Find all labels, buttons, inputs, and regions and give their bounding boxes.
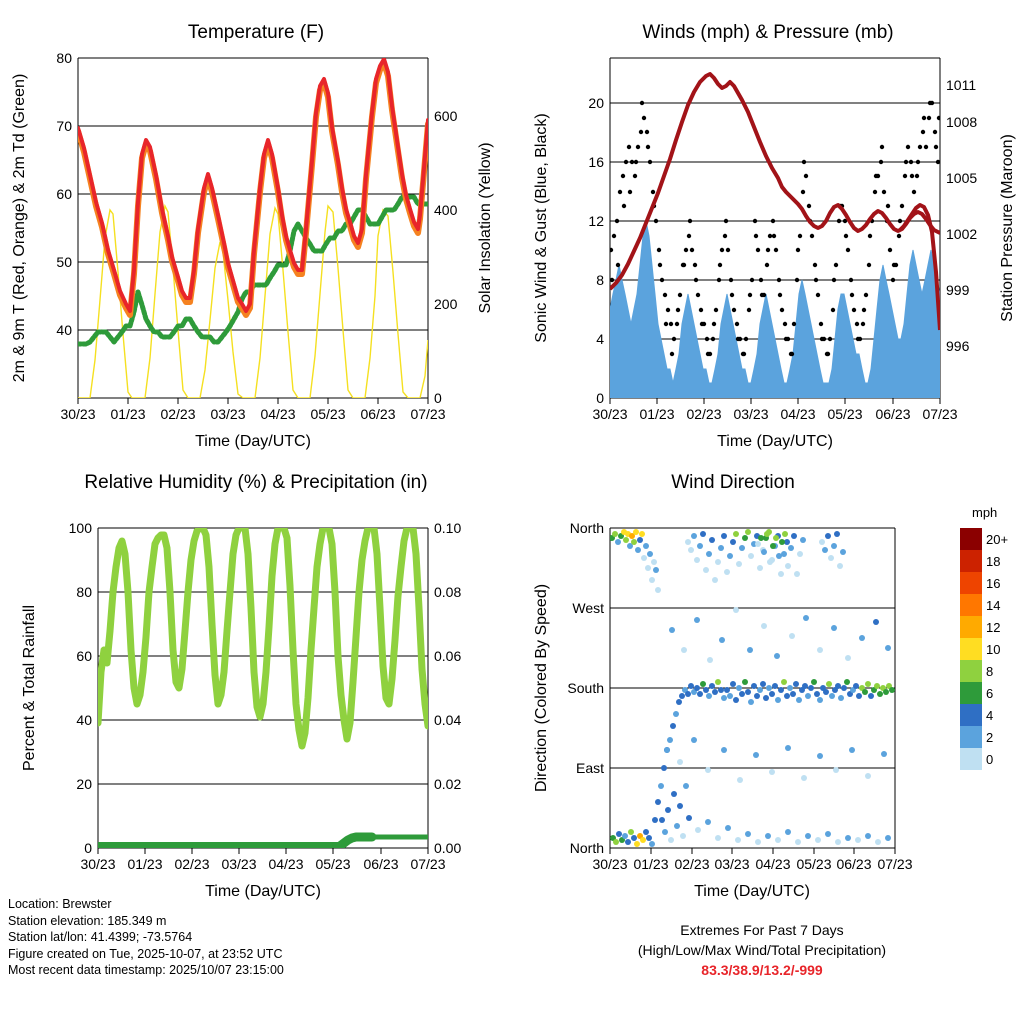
- svg-text:07/23: 07/23: [410, 856, 446, 872]
- svg-text:0.04: 0.04: [434, 712, 462, 728]
- svg-text:06/23: 06/23: [363, 856, 399, 872]
- svg-text:70: 70: [56, 118, 72, 134]
- svg-text:60: 60: [76, 648, 92, 664]
- info-recent-timestamp: Most recent data timestamp: 2025/10/07 23:15:00: [8, 963, 284, 977]
- svg-text:4: 4: [986, 708, 994, 723]
- svg-text:03/23: 03/23: [714, 856, 750, 872]
- svg-text:0.02: 0.02: [434, 776, 462, 792]
- winds-ylabel-left: Sonic Wind & Gust (Blue, Black): [533, 113, 550, 343]
- svg-text:10: 10: [986, 642, 1001, 657]
- winds-ylabel-right: Station Pressure (Maroon): [999, 134, 1016, 322]
- svg-text:50: 50: [56, 254, 72, 270]
- svg-text:05/23: 05/23: [796, 856, 832, 872]
- svg-text:400: 400: [434, 202, 458, 218]
- temperature-chart: [0, 0, 512, 450]
- svg-text:03/23: 03/23: [733, 406, 769, 422]
- svg-text:80: 80: [76, 584, 92, 600]
- svg-text:06/23: 06/23: [875, 406, 911, 422]
- svg-text:20+: 20+: [986, 532, 1009, 547]
- panel-wind-direction-title: Wind Direction: [671, 472, 795, 493]
- svg-text:8: 8: [986, 664, 994, 679]
- svg-text:30/23: 30/23: [80, 856, 116, 872]
- svg-text:05/23: 05/23: [310, 406, 346, 422]
- extremes-value: 83.3/38.9/13.2/-999: [701, 962, 823, 978]
- svg-text:0.10: 0.10: [434, 520, 462, 536]
- temperature-xlabel: Time (Day/UTC): [195, 433, 311, 450]
- winddir-ylabel: Direction (Colored By Speed): [533, 583, 550, 793]
- svg-text:999: 999: [946, 282, 970, 298]
- svg-text:100: 100: [68, 520, 92, 536]
- svg-text:04/23: 04/23: [780, 406, 816, 422]
- svg-text:8: 8: [596, 272, 604, 288]
- svg-text:0.00: 0.00: [434, 840, 462, 856]
- svg-text:06/23: 06/23: [360, 406, 396, 422]
- svg-text:07/23: 07/23: [922, 406, 958, 422]
- svg-text:East: East: [575, 760, 604, 776]
- panel-humidity: [0, 450, 512, 900]
- svg-text:12: 12: [588, 213, 604, 229]
- extremes-subheading: (High/Low/Max Wind/Total Precipitation): [637, 942, 887, 958]
- extremes-heading: Extremes For Past 7 Days: [680, 922, 844, 938]
- svg-text:80: 80: [56, 50, 72, 66]
- panel-temperature: [0, 0, 512, 450]
- svg-text:1005: 1005: [946, 170, 978, 186]
- svg-text:01/23: 01/23: [127, 856, 163, 872]
- winds-xlabel: Time (Day/UTC): [717, 433, 833, 450]
- svg-text:0: 0: [596, 390, 604, 406]
- svg-text:0: 0: [434, 390, 442, 406]
- winds-chart: [512, 0, 1024, 450]
- station-info: [8, 896, 284, 979]
- humidity-chart: [0, 450, 512, 900]
- svg-text:04/23: 04/23: [268, 856, 304, 872]
- svg-text:600: 600: [434, 108, 458, 124]
- info-elevation: Station elevation: 185.349 m: [8, 913, 167, 928]
- wind-speed-colorbar: [960, 505, 1008, 770]
- svg-text:0: 0: [986, 752, 994, 767]
- svg-text:20: 20: [76, 776, 92, 792]
- svg-text:02/23: 02/23: [160, 406, 196, 422]
- svg-text:05/23: 05/23: [827, 406, 863, 422]
- svg-text:mph: mph: [972, 505, 998, 520]
- svg-text:16: 16: [986, 576, 1001, 591]
- svg-text:07/23: 07/23: [410, 406, 446, 422]
- svg-text:04/23: 04/23: [260, 406, 296, 422]
- panel-winds-title: Winds (mph) & Pressure (mb): [642, 22, 894, 43]
- svg-text:07/23: 07/23: [877, 856, 913, 872]
- svg-text:North: North: [569, 520, 604, 536]
- svg-text:2: 2: [986, 730, 994, 745]
- temperature-ylabel-right: Solar Insolation (Yellow): [477, 142, 494, 314]
- svg-text:04/23: 04/23: [755, 856, 791, 872]
- svg-text:996: 996: [946, 338, 970, 354]
- svg-text:60: 60: [56, 186, 72, 202]
- panel-temperature-title: Temperature (F): [187, 22, 325, 43]
- svg-text:30/23: 30/23: [592, 856, 628, 872]
- svg-text:02/23: 02/23: [174, 856, 210, 872]
- svg-text:4: 4: [596, 331, 604, 347]
- svg-text:200: 200: [434, 296, 458, 312]
- info-location: Location: Brewster: [8, 897, 112, 911]
- svg-text:1002: 1002: [946, 226, 978, 242]
- info-figure-created: Figure created on Tue, 2025-10-07, at 23:52 UTC: [8, 946, 283, 961]
- svg-text:02/23: 02/23: [674, 856, 710, 872]
- svg-text:0: 0: [84, 840, 92, 856]
- svg-text:0.08: 0.08: [434, 584, 462, 600]
- panel-wind-direction: [512, 450, 1024, 900]
- panel-humidity-title: Relative Humidity (%) & Precipitation (in): [84, 472, 428, 493]
- svg-text:30/23: 30/23: [592, 406, 628, 422]
- svg-text:01/23: 01/23: [110, 406, 146, 422]
- wind-direction-chart: [512, 450, 1024, 900]
- svg-text:North: North: [569, 840, 604, 856]
- info-latlon: Station lat/lon: 41.4399; -73.5764: [8, 930, 193, 944]
- svg-text:16: 16: [588, 154, 604, 170]
- svg-text:0.06: 0.06: [434, 648, 462, 664]
- svg-text:20: 20: [588, 95, 604, 111]
- panel-winds: [512, 0, 1024, 450]
- svg-text:01/23: 01/23: [639, 406, 675, 422]
- svg-text:40: 40: [56, 322, 72, 338]
- svg-text:South: South: [567, 680, 604, 696]
- winddir-xlabel: Time (Day/UTC): [694, 883, 810, 900]
- svg-text:12: 12: [986, 620, 1001, 635]
- svg-text:1008: 1008: [946, 114, 978, 130]
- svg-text:01/23: 01/23: [633, 856, 669, 872]
- svg-text:02/23: 02/23: [686, 406, 722, 422]
- temperature-ylabel-left: 2m & 9m T (Red, Orange) & 2m Td (Green): [11, 73, 28, 383]
- humidity-ylabel-left: Percent & Total Rainfall: [21, 604, 38, 772]
- svg-text:1011: 1011: [946, 77, 977, 93]
- extremes-summary: [512, 920, 1012, 980]
- svg-text:03/23: 03/23: [221, 856, 257, 872]
- humidity-xlabel: Time (Day/UTC): [205, 883, 321, 900]
- svg-text:18: 18: [986, 554, 1001, 569]
- svg-text:03/23: 03/23: [210, 406, 246, 422]
- svg-text:06/23: 06/23: [836, 856, 872, 872]
- svg-text:30/23: 30/23: [60, 406, 96, 422]
- svg-text:40: 40: [76, 712, 92, 728]
- svg-text:West: West: [572, 600, 604, 616]
- svg-text:6: 6: [986, 686, 994, 701]
- svg-text:05/23: 05/23: [315, 856, 351, 872]
- svg-text:14: 14: [986, 598, 1001, 613]
